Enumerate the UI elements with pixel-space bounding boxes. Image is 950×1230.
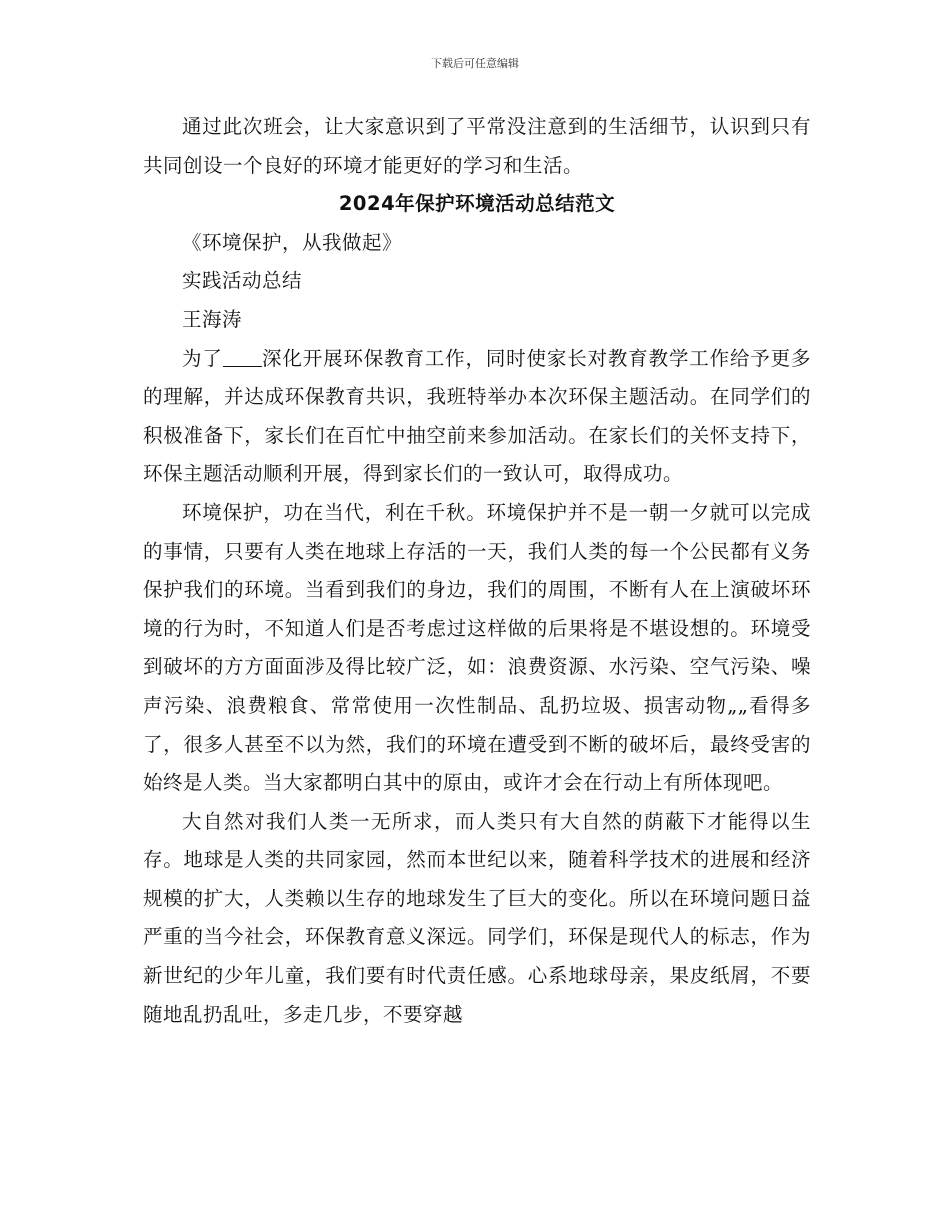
author-name: 王海涛 <box>182 307 243 331</box>
paragraph-1-lead: 为了 <box>182 346 223 370</box>
document-title: 2024年保护环境活动总结范文 <box>338 192 616 216</box>
subtitle-line-2: 实践活动总结 <box>182 269 303 293</box>
page-header: 下载后可任意编辑 <box>431 57 519 70</box>
paragraph-1 <box>143 340 811 494</box>
intro-paragraph: 通过此次班会，让大家意识到了平常没注意到的生活细节，认识到只有共同创设一个良好的环境才能更好的学习和生活。 <box>143 115 811 177</box>
document-body <box>143 108 811 1034</box>
paragraph-1-rest: 深化开展环保教育工作，同时使家长对教育教学工作给予更多的理解，并达成环保教育共识，我班特举办本次环保主题活动。在同学们的积极准备下，家长们在百忙中抽空前来参加活动。在家长们的关怀支持下，环保主题活动顺利开展，得到家长们的一致认可，取得成功。 <box>143 346 811 486</box>
paragraph-2: 环境保护，功在当代，利在千秋。环境保护并不是一朝一夕就可以完成的事情，只要有人类在地球上存活的一天，我们人类的每一个公民都有义务保护我们的环境。当看到我们的身边，我们的周围，不断有人在上演破坏环境的行为时，不知道人们是否考虑过这样做的后果将是不堪设想的。环境受到破坏的方方面面涉及得比较广泛，如：浪费资源、水污染、空气污染、噪声污染、浪费粮食、常常使用一次性制品、乱扔垃圾、损害动物„„看得多了，很多人甚至不以为然，我们的环境在遭受到不断的破坏后，最终受害的始终是人类。当大家都明白其中的原由，或许才会在行动上有所体现吧。 <box>143 500 811 795</box>
paragraph-3: 大自然对我们人类一无所求，而人类只有大自然的荫蔽下才能得以生存。地球是人类的共同家园，然而本世纪以来，随着科学技术的进展和经济规模的扩大，人类赖以生存的地球发生了巨大的变化。所以在环境问题日益严重的当今社会，环保教育意义深远。同学们，环保是现代人的标志，作为新世纪的少年儿童，我们要有时代责任感。心系地球母亲，果皮纸屑，不要随地乱扔乱吐，多走几步，不要穿越 <box>143 809 811 1026</box>
fill-in-blank <box>223 346 262 367</box>
subtitle-line: 《环境保护，从我做起》 <box>182 230 403 254</box>
